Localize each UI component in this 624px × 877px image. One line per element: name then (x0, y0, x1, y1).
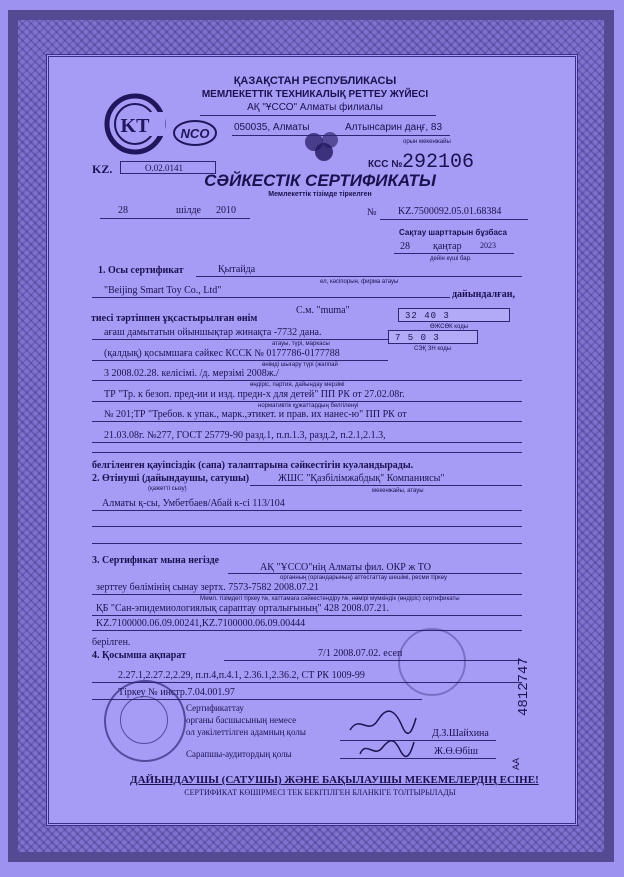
header-branch: АҚ "ҰССО" Алматы филиалы (247, 102, 383, 113)
s1-product-model: С.м. "muma" (296, 305, 350, 316)
s1-product-line2: (қалдық) қосымшаға сәйкес КССК № 0177786-0177788 (104, 348, 340, 359)
okp-caption: ӨЖСӨК коды (430, 324, 469, 330)
nco-logo (172, 118, 218, 148)
blank-serial-number: 4812747 (516, 657, 532, 716)
s3-caption1: органның (органдарының) аттестаттау шешімі, ресми тіркеу (280, 575, 447, 581)
s4-info: 7/1 2008.07.02. есеп (318, 648, 403, 659)
s4-line3: Тіркеу № инстр.7.04.001.97 (118, 687, 235, 698)
s3-label: 3. Сертификат мына негізде (92, 555, 220, 566)
expert-signature (356, 736, 416, 760)
header-country: ҚАЗАҚСТАН РЕСПУБЛИКАСЫ (233, 75, 397, 87)
s2-applicant: ЖШС "Қазбілімжабдық" Компаниясы" (278, 473, 445, 484)
kss-label: КСС № (368, 159, 403, 170)
sig-head-label3: ол уәкілеттілген адамның қолы (186, 727, 306, 737)
s3-issued: берілген. (92, 637, 131, 648)
s2-label: 2. Өтінуші (дайындаушы, сатушы) (92, 473, 250, 484)
s1-product-caption1: атауы, түрі, маркасы (272, 341, 330, 347)
certificate-title: СӘЙКЕСТІК СЕРТИФИКАТЫ (204, 171, 436, 190)
s1-country: Қытайда (218, 264, 256, 275)
s1-product-label: тиесі тәртіппен ұқсастырылған өнім (91, 313, 258, 324)
s3-body-line3: ҚБ "Сан-эпидемиологиялық сараптау орталығының" 428 2008.07.21. (96, 603, 389, 614)
kt-logo (103, 92, 167, 156)
s1-country-caption: ел, кәсіпорын, фирма атауы (320, 279, 399, 285)
s1-product-line1: ағаш дамытатын ойыншықтар жинақта -7732 дана. (104, 327, 322, 338)
footer-warning: ДАЙЫНДАУШЫ (САТУШЫ) ЖӘНЕ БАҚЫЛАУШЫ МЕКЕМЕЛЕРДІҢ ЕСІНЕ! (130, 774, 539, 786)
sig-expert-label: Сарапшы-аудитордың қолы (186, 749, 292, 759)
tnved-code-box (388, 330, 478, 344)
sig-head-name: Д.З.Шайхина (432, 728, 489, 739)
s2-address: Алматы қ-сы, Умбетбаев/Абай к-сі 113/104 (102, 498, 285, 509)
tnved-code: 7 5 0 3 (395, 333, 440, 343)
blank-series-letters: AA (512, 757, 523, 770)
s1-standard-line2: № 201;ТР "Требов. к упак., марк.,этикет. и прав. их нанес-ю" ПП РК от (104, 409, 407, 420)
certificate-subtitle: Мемлекеттік тізімде тіркелген (268, 191, 372, 198)
official-seal (104, 680, 186, 762)
s1-conclusion: белгіленген қауіпсіздік (сапа) талаптарына сәйкестігін куәландырады. (92, 460, 414, 471)
s1-product-caption3: өндіріс, партия, дайындау мерзімі (250, 382, 345, 388)
validity-year: 2023 (480, 241, 496, 250)
validity-caption: дейін күші бар. (430, 256, 472, 262)
sig-expert-name: Ж.Ө.Өбіш (434, 746, 478, 757)
validity-label: Сақтау шарттарын бұзбаса (399, 228, 507, 237)
reg-number-label: № (367, 207, 377, 218)
s3-body-line4: KZ.7100000.06.09.00241,KZ.7100000.06.09.00444 (96, 618, 306, 629)
kss-number: 292106 (402, 151, 475, 174)
s4-line2: 2.27.1,2.27.2,2.29, п.п.4,п.4.1, 2.36.1,2.36.2, СТ РК 1009-99 (118, 670, 365, 681)
address-street: Алтынсарин даңғ, 83 (345, 122, 443, 133)
s1-made-label: дайындалған, (452, 289, 515, 300)
sig-head-label2: органы басшысының немесе (186, 715, 297, 725)
kt-logo-letters: KT (120, 115, 150, 137)
faded-seal (398, 628, 466, 696)
reg-month: шілде (176, 205, 201, 216)
address-caption: орын мекенжайы (403, 139, 451, 145)
s3-body-line1: АҚ "ҰССО"нің Алматы фил. ОКР ж ТО (260, 562, 431, 573)
s3-caption2: Мемл. тізімдегі тіркеу №, хаттамаға сәйкестендіру №, нөмірі мүмкіндік (өндіріс) сертификаты (200, 596, 460, 602)
reg-number: KZ.7500092.05.01.68384 (398, 206, 502, 217)
validity-day: 28 (400, 241, 410, 252)
kz-prefix: KZ. (92, 162, 113, 176)
nco-logo-text: NCO (180, 126, 210, 141)
reg-day: 28 (118, 205, 128, 216)
address-zip: 050035, Алматы (234, 122, 310, 133)
okp-code-box (398, 308, 510, 322)
s1-standard-caption1: нормативтік құжаттардың белгіленуі (258, 403, 359, 409)
s1-manufacturer: "Beijing Smart Toy Co., Ltd" (104, 285, 222, 296)
rose-emblem (300, 128, 346, 164)
s1-product-line3: 3 2008.02.28. келісімі. /д. мерзімі 2008ж./ (104, 368, 279, 379)
s1-standard-line3: 21.03.08г. №277, ГОСТ 25779-90 разд.1, п.п.1.3, разд.2, п.2.1,2.1.3, (104, 430, 386, 441)
header-system: МЕМЛЕКЕТТІК ТЕХНИКАЛЫҚ РЕТТЕУ ЖҮЙЕСІ (201, 89, 429, 100)
s1-standard-line1: ТР "Тр. к безоп. пред-ии и изд. предн-х для детей" ПП РК от 27.02.08г. (104, 389, 405, 400)
sig-head-label1: Сертификаттау (186, 703, 244, 713)
okp-code: 32 40 3 (405, 311, 450, 321)
reg-year: 2010 (216, 205, 236, 216)
head-signature (346, 710, 418, 736)
s4-label: 4. Қосымша ақпарат (92, 650, 186, 661)
footer-note: СЕРТИФИКАТ КӨШІРМЕСІ ТЕК БЕКІТІЛГЕН БЛАНКІГЕ ТОЛТЫРЫЛАДЫ (184, 788, 456, 797)
kz-code: О.02.0141 (145, 163, 183, 173)
s3-body-line2: зерттеу бөлімінің сынау зертх. 7573-7582 2008.07.21 (96, 582, 320, 593)
s1-label: 1. Осы сертификат (98, 265, 184, 276)
tnved-caption: СЭҚ ЗН коды (414, 346, 452, 352)
s2-applicant-caption: мекенжайы, атауы (372, 488, 424, 494)
validity-month: қаңтар (433, 241, 462, 252)
s1-product-caption2: өнімді шығару түрі (жаппай (262, 362, 338, 368)
s2-label-caption: (қажетті сызу) (148, 486, 187, 492)
